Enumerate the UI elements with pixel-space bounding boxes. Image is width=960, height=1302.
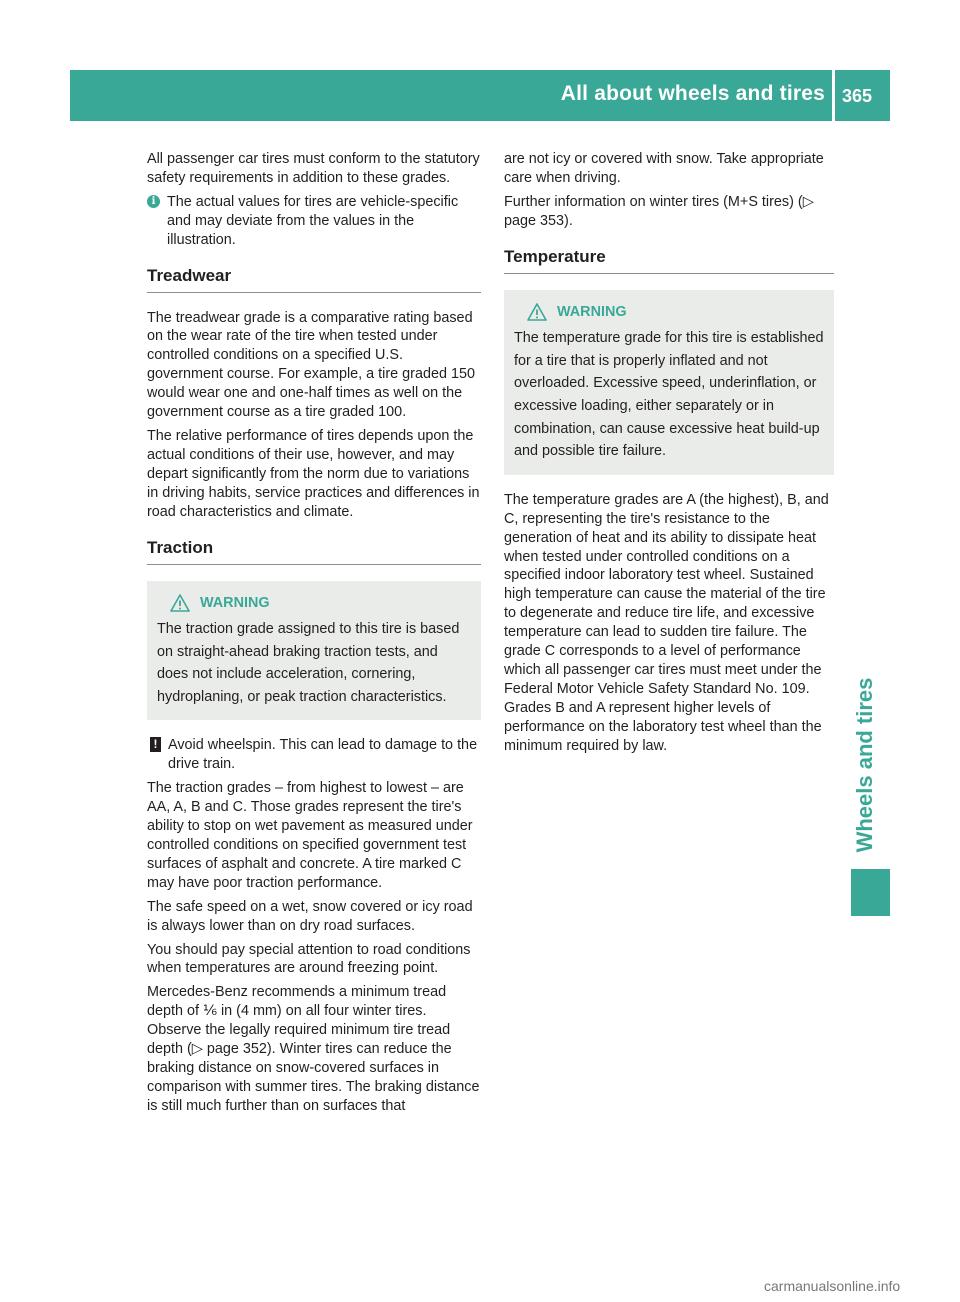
warning-header: [514, 301, 824, 324]
warning-triangle-icon: [527, 303, 547, 321]
info-icon: i: [147, 195, 160, 208]
traction-heading: Traction: [147, 536, 481, 565]
traction-paragraph-3: You should pay special attention to road conditions when temperatures are around freezing point.: [147, 941, 471, 977]
header-divider: [832, 70, 835, 121]
traction-paragraph-4: Mercedes-Benz recommends a minimum tread depth of ⅙ in (4 mm) on all four winter tires. Observe the legally required minimum tire tread depth (▷ page 352). Winter tires can reduce the braking distance on snow-covered surfaces in comparison with summer tires. The braking distance is still much further than on surfaces that: [147, 984, 480, 1114]
traction-paragraph-2: The safe speed on a wet, snow covered or icy road is always lower than on dry road surfaces.: [147, 898, 473, 934]
traction-paragraph-1: The traction grades – from highest to lowest – are AA, A, B and C. Those grades represent the tire's ability to stop on wet pavement as measured under controlled conditions on specified government test surfaces of asphalt and concrete. A tire marked C may have poor traction performance.: [147, 780, 473, 891]
exclamation-icon: !: [150, 737, 161, 752]
continued-paragraph: are not icy or covered with snow. Take appropriate care when driving.: [504, 151, 824, 186]
section-title: All about wheels and tires: [560, 82, 825, 105]
warning-triangle-icon: [170, 594, 190, 612]
temperature-paragraph: The temperature grades are A (the highest), B, and C, representing the tire's resistance to the generation of heat and its ability to dissipate heat when tested under controlled conditions on a specified indoor laboratory test wheel. Sustained high temperature can cause the material of the tire to degenerate and reduce tire life, and excessive temperature can lead to sudden tire failure. The grade C corresponds to a level of performance which all passenger car tires must meet under the Federal Motor Vehicle Safety Standard No. 109. Grades B and A represent higher levels of performance on the laboratory test wheel than the minimum required by law.: [504, 491, 829, 754]
warning-header: [157, 592, 471, 615]
right-column: [504, 150, 834, 760]
treadwear-paragraph-1: The treadwear grade is a comparative rating based on the wear rate of the tire when tested under controlled conditions on a specified U.S. government course. For example, a tire graded 150 would wear one and one-half times as well on the government course as a tire graded 100.: [147, 309, 475, 421]
warning-text: The temperature grade for this tire is established for a tire that is properly inflated and not overloaded. Excessive speed, underinflation, or excessive loading, either separately or in combination, can cause excessive heat build-up and possible tire failure.: [514, 330, 824, 460]
page-number: 365: [842, 86, 873, 106]
damage-note: [147, 736, 481, 774]
side-tab-label: Wheels and tires: [852, 677, 877, 853]
warning-title: WARNING: [557, 303, 627, 320]
left-column: [147, 150, 481, 1121]
intro-paragraph: All passenger car tires must conform to the statutory safety requirements in addition to these grades.: [147, 151, 480, 186]
treadwear-heading: Treadwear: [147, 264, 481, 293]
watermark: carmanualsonline.info: [764, 1278, 901, 1294]
info-text: The actual values for tires are vehicle-specific and may deviate from the values in the illustration.: [167, 193, 459, 248]
temperature-warning-box: [504, 290, 834, 475]
traction-warning-box: [147, 581, 481, 721]
temperature-heading: Temperature: [504, 245, 834, 274]
note-text: Avoid wheelspin. This can lead to damage to the drive train.: [168, 737, 478, 773]
side-tab-marker: [851, 869, 890, 916]
warning-title: WARNING: [200, 594, 270, 611]
treadwear-paragraph-2: The relative performance of tires depends upon the actual conditions of their use, however, and may depart significantly from the norm due to variations in driving habits, service practices and differences in road characteristics and climate.: [147, 427, 480, 520]
info-note: [147, 193, 481, 250]
winter-tires-reference: Further information on winter tires (M+S tires) (▷ page 353).: [504, 193, 814, 229]
warning-text: The traction grade assigned to this tire is based on straight-ahead braking traction tests, and does not include acceleration, cornering, hydroplaning, or peak traction characteristics.: [157, 621, 460, 705]
